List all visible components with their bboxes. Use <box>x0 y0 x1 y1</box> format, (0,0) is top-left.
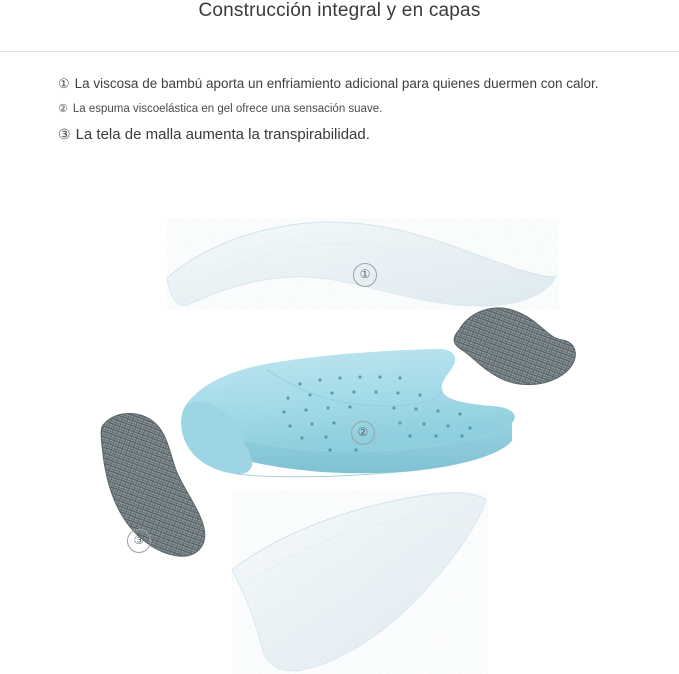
feature-list <box>58 76 658 143</box>
list-item <box>58 102 658 115</box>
list-marker-2: ② <box>58 103 68 115</box>
callout-3: ③ <box>127 529 151 553</box>
list-marker-1: ① <box>58 76 70 91</box>
callout-2: ② <box>351 421 375 445</box>
page-title: Construcción integral y en capas <box>198 0 481 21</box>
list-item-text-3: La tela de malla aumenta la transpirabilidad. <box>75 126 370 143</box>
list-item <box>58 126 658 143</box>
list-item <box>58 76 658 92</box>
list-item-text-2: La espuma viscoelástica en gel ofrece una sensación suave. <box>72 103 383 115</box>
list-marker-3: ③ <box>58 126 71 142</box>
mesh-panel-right <box>454 308 575 385</box>
header-divider <box>0 51 679 52</box>
callout-1: ① <box>353 263 377 287</box>
page-header <box>0 0 679 52</box>
exploded-view-illustration <box>0 178 679 674</box>
gel-memory-foam-pillow <box>181 349 515 477</box>
list-item-text-1: La viscosa de bambú aporta un enfriamiento adicional para quienes duermen con calor. <box>74 76 599 91</box>
bottom-cover-sheet <box>232 490 488 674</box>
